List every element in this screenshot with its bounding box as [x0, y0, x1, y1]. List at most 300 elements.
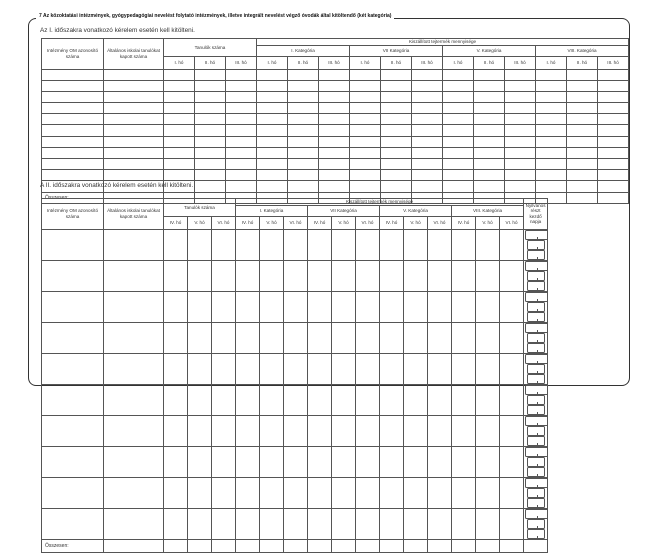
input-cell[interactable] — [288, 80, 319, 91]
input-cell[interactable] — [443, 91, 474, 102]
input-cell[interactable] — [164, 539, 188, 552]
input-cell[interactable] — [404, 508, 428, 539]
input-cell[interactable] — [443, 114, 474, 125]
input-cell[interactable] — [188, 539, 212, 552]
input-cell[interactable] — [260, 229, 284, 260]
input-cell[interactable] — [474, 147, 505, 158]
input-cell[interactable] — [452, 539, 476, 552]
input-cell[interactable] — [598, 69, 629, 80]
input-cell[interactable] — [284, 446, 308, 477]
input-cell[interactable] — [236, 446, 260, 477]
input-cell[interactable] — [536, 136, 567, 147]
input-cell[interactable] — [308, 477, 332, 508]
input-cell[interactable] — [598, 170, 629, 181]
input-cell[interactable] — [260, 446, 284, 477]
input-cell[interactable] — [319, 147, 350, 158]
input-cell[interactable] — [288, 136, 319, 147]
input-cell[interactable] — [257, 159, 288, 170]
input-cell[interactable] — [381, 91, 412, 102]
input-cell[interactable] — [308, 539, 332, 552]
input-cell[interactable] — [536, 114, 567, 125]
input-cell[interactable] — [42, 353, 104, 384]
input-cell[interactable] — [536, 170, 567, 181]
input-cell[interactable] — [536, 147, 567, 158]
input-cell[interactable] — [195, 80, 226, 91]
input-cell[interactable] — [319, 91, 350, 102]
input-cell[interactable] — [42, 147, 104, 158]
input-cell[interactable] — [505, 170, 536, 181]
input-cell[interactable] — [284, 477, 308, 508]
input-cell[interactable] — [104, 114, 164, 125]
input-cell[interactable] — [404, 477, 428, 508]
input-cell[interactable] — [308, 353, 332, 384]
input-cell[interactable] — [598, 114, 629, 125]
input-cell[interactable] — [443, 159, 474, 170]
input-cell[interactable] — [476, 446, 500, 477]
input-cell[interactable] — [356, 539, 380, 552]
date-digit-box[interactable] — [527, 498, 545, 508]
date-digit-box[interactable] — [527, 343, 545, 353]
input-cell[interactable] — [308, 508, 332, 539]
input-cell[interactable] — [260, 260, 284, 291]
input-cell[interactable] — [381, 147, 412, 158]
input-cell[interactable] — [452, 446, 476, 477]
input-cell[interactable] — [260, 322, 284, 353]
date-input-cell[interactable] — [524, 229, 548, 260]
input-cell[interactable] — [195, 181, 226, 192]
date-digit-box[interactable] — [527, 250, 545, 260]
input-cell[interactable] — [452, 477, 476, 508]
input-cell[interactable] — [212, 322, 236, 353]
date-digit-box[interactable] — [527, 457, 545, 467]
input-cell[interactable] — [104, 147, 164, 158]
input-cell[interactable] — [332, 446, 356, 477]
input-cell[interactable] — [42, 114, 104, 125]
input-cell[interactable] — [332, 291, 356, 322]
input-cell[interactable] — [236, 539, 260, 552]
date-digit-box[interactable] — [527, 312, 545, 322]
input-cell[interactable] — [104, 322, 164, 353]
input-cell[interactable] — [567, 80, 598, 91]
input-cell[interactable] — [257, 125, 288, 136]
input-cell[interactable] — [284, 229, 308, 260]
input-cell[interactable] — [428, 539, 452, 552]
input-cell[interactable] — [350, 125, 381, 136]
input-cell[interactable] — [319, 114, 350, 125]
date-digit-box[interactable] — [527, 405, 545, 415]
input-cell[interactable] — [284, 322, 308, 353]
date-digit-box[interactable] — [527, 240, 545, 250]
input-cell[interactable] — [443, 69, 474, 80]
input-cell[interactable] — [257, 170, 288, 181]
input-cell[interactable] — [476, 353, 500, 384]
input-cell[interactable] — [443, 136, 474, 147]
input-cell[interactable] — [356, 353, 380, 384]
input-cell[interactable] — [104, 291, 164, 322]
input-cell[interactable] — [195, 103, 226, 114]
input-cell[interactable] — [474, 181, 505, 192]
input-cell[interactable] — [380, 291, 404, 322]
input-cell[interactable] — [404, 291, 428, 322]
input-cell[interactable] — [567, 147, 598, 158]
input-cell[interactable] — [188, 229, 212, 260]
input-cell[interactable] — [188, 477, 212, 508]
date-digit-box[interactable] — [525, 261, 548, 271]
input-cell[interactable] — [188, 291, 212, 322]
input-cell[interactable] — [505, 125, 536, 136]
date-digit-box[interactable] — [525, 509, 548, 519]
input-cell[interactable] — [288, 114, 319, 125]
date-digit-box[interactable] — [525, 385, 548, 395]
input-cell[interactable] — [404, 415, 428, 446]
input-cell[interactable] — [319, 136, 350, 147]
input-cell[interactable] — [536, 69, 567, 80]
input-cell[interactable] — [350, 69, 381, 80]
input-cell[interactable] — [474, 125, 505, 136]
input-cell[interactable] — [505, 136, 536, 147]
input-cell[interactable] — [505, 69, 536, 80]
input-cell[interactable] — [380, 446, 404, 477]
input-cell[interactable] — [257, 114, 288, 125]
input-cell[interactable] — [350, 170, 381, 181]
input-cell[interactable] — [195, 114, 226, 125]
input-cell[interactable] — [443, 125, 474, 136]
input-cell[interactable] — [474, 114, 505, 125]
input-cell[interactable] — [567, 114, 598, 125]
input-cell[interactable] — [257, 69, 288, 80]
input-cell[interactable] — [412, 147, 443, 158]
input-cell[interactable] — [104, 125, 164, 136]
input-cell[interactable] — [42, 477, 104, 508]
input-cell[interactable] — [257, 181, 288, 192]
input-cell[interactable] — [443, 170, 474, 181]
input-cell[interactable] — [443, 103, 474, 114]
input-cell[interactable] — [536, 125, 567, 136]
input-cell[interactable] — [288, 69, 319, 80]
input-cell[interactable] — [476, 260, 500, 291]
input-cell[interactable] — [412, 69, 443, 80]
input-cell[interactable] — [212, 415, 236, 446]
input-cell[interactable] — [332, 508, 356, 539]
input-cell[interactable] — [505, 181, 536, 192]
input-cell[interactable] — [260, 539, 284, 552]
date-digit-box[interactable] — [527, 333, 545, 343]
input-cell[interactable] — [567, 170, 598, 181]
input-cell[interactable] — [288, 91, 319, 102]
input-cell[interactable] — [474, 103, 505, 114]
input-cell[interactable] — [380, 229, 404, 260]
input-cell[interactable] — [505, 103, 536, 114]
input-cell[interactable] — [164, 103, 195, 114]
input-cell[interactable] — [257, 91, 288, 102]
input-cell[interactable] — [412, 91, 443, 102]
input-cell[interactable] — [380, 477, 404, 508]
input-cell[interactable] — [505, 114, 536, 125]
input-cell[interactable] — [443, 181, 474, 192]
input-cell[interactable] — [195, 170, 226, 181]
input-cell[interactable] — [474, 80, 505, 91]
date-digit-box[interactable] — [525, 447, 548, 457]
input-cell[interactable] — [567, 125, 598, 136]
input-cell[interactable] — [42, 136, 104, 147]
input-cell[interactable] — [381, 170, 412, 181]
input-cell[interactable] — [226, 103, 257, 114]
date-input-cell[interactable] — [524, 477, 548, 508]
input-cell[interactable] — [428, 508, 452, 539]
input-cell[interactable] — [104, 229, 164, 260]
input-cell[interactable] — [42, 91, 104, 102]
input-cell[interactable] — [42, 103, 104, 114]
input-cell[interactable] — [381, 103, 412, 114]
input-cell[interactable] — [104, 446, 164, 477]
input-cell[interactable] — [356, 229, 380, 260]
input-cell[interactable] — [598, 125, 629, 136]
input-cell[interactable] — [236, 291, 260, 322]
input-cell[interactable] — [42, 159, 104, 170]
input-cell[interactable] — [226, 159, 257, 170]
input-cell[interactable] — [567, 136, 598, 147]
input-cell[interactable] — [284, 539, 308, 552]
input-cell[interactable] — [226, 147, 257, 158]
input-cell[interactable] — [474, 91, 505, 102]
input-cell[interactable] — [236, 477, 260, 508]
date-input-cell[interactable] — [524, 415, 548, 446]
input-cell[interactable] — [500, 508, 524, 539]
input-cell[interactable] — [164, 229, 188, 260]
input-cell[interactable] — [257, 136, 288, 147]
input-cell[interactable] — [284, 291, 308, 322]
input-cell[interactable] — [226, 181, 257, 192]
input-cell[interactable] — [188, 260, 212, 291]
date-digit-box[interactable] — [527, 436, 545, 446]
input-cell[interactable] — [500, 291, 524, 322]
input-cell[interactable] — [380, 508, 404, 539]
input-cell[interactable] — [381, 159, 412, 170]
input-cell[interactable] — [42, 446, 104, 477]
input-cell[interactable] — [226, 91, 257, 102]
date-input-cell[interactable] — [524, 539, 548, 552]
input-cell[interactable] — [42, 322, 104, 353]
input-cell[interactable] — [236, 353, 260, 384]
input-cell[interactable] — [308, 446, 332, 477]
input-cell[interactable] — [42, 125, 104, 136]
input-cell[interactable] — [598, 147, 629, 158]
input-cell[interactable] — [195, 147, 226, 158]
input-cell[interactable] — [350, 114, 381, 125]
input-cell[interactable] — [42, 291, 104, 322]
input-cell[interactable] — [164, 136, 195, 147]
input-cell[interactable] — [350, 181, 381, 192]
input-cell[interactable] — [319, 159, 350, 170]
input-cell[interactable] — [164, 508, 188, 539]
input-cell[interactable] — [236, 260, 260, 291]
input-cell[interactable] — [42, 415, 104, 446]
input-cell[interactable] — [164, 170, 195, 181]
input-cell[interactable] — [476, 291, 500, 322]
input-cell[interactable] — [104, 170, 164, 181]
input-cell[interactable] — [350, 147, 381, 158]
input-cell[interactable] — [428, 260, 452, 291]
date-digit-box[interactable] — [527, 467, 545, 477]
input-cell[interactable] — [212, 229, 236, 260]
input-cell[interactable] — [188, 446, 212, 477]
input-cell[interactable] — [332, 229, 356, 260]
input-cell[interactable] — [284, 415, 308, 446]
input-cell[interactable] — [500, 539, 524, 552]
input-cell[interactable] — [188, 415, 212, 446]
input-cell[interactable] — [257, 80, 288, 91]
input-cell[interactable] — [412, 114, 443, 125]
input-cell[interactable] — [164, 114, 195, 125]
input-cell[interactable] — [288, 147, 319, 158]
input-cell[interactable] — [536, 181, 567, 192]
input-cell[interactable] — [380, 322, 404, 353]
input-cell[interactable] — [412, 136, 443, 147]
input-cell[interactable] — [319, 69, 350, 80]
input-cell[interactable] — [164, 125, 195, 136]
input-cell[interactable] — [104, 136, 164, 147]
date-digit-box[interactable] — [527, 302, 545, 312]
input-cell[interactable] — [42, 80, 104, 91]
input-cell[interactable] — [104, 260, 164, 291]
input-cell[interactable] — [381, 125, 412, 136]
input-cell[interactable] — [350, 136, 381, 147]
input-cell[interactable] — [164, 69, 195, 80]
input-cell[interactable] — [164, 80, 195, 91]
input-cell[interactable] — [284, 353, 308, 384]
date-digit-box[interactable] — [525, 292, 548, 302]
input-cell[interactable] — [356, 446, 380, 477]
input-cell[interactable] — [104, 91, 164, 102]
input-cell[interactable] — [319, 170, 350, 181]
input-cell[interactable] — [195, 69, 226, 80]
input-cell[interactable] — [195, 159, 226, 170]
input-cell[interactable] — [412, 170, 443, 181]
input-cell[interactable] — [598, 136, 629, 147]
input-cell[interactable] — [380, 415, 404, 446]
date-input-cell[interactable] — [524, 353, 548, 384]
input-cell[interactable] — [428, 291, 452, 322]
input-cell[interactable] — [284, 508, 308, 539]
input-cell[interactable] — [474, 136, 505, 147]
input-cell[interactable] — [332, 539, 356, 552]
input-cell[interactable] — [104, 415, 164, 446]
input-cell[interactable] — [260, 353, 284, 384]
input-cell[interactable] — [308, 415, 332, 446]
input-cell[interactable] — [236, 508, 260, 539]
input-cell[interactable] — [404, 260, 428, 291]
input-cell[interactable] — [350, 103, 381, 114]
input-cell[interactable] — [428, 477, 452, 508]
date-digit-box[interactable] — [527, 271, 545, 281]
input-cell[interactable] — [404, 322, 428, 353]
input-cell[interactable] — [428, 415, 452, 446]
input-cell[interactable] — [476, 322, 500, 353]
date-digit-box[interactable] — [527, 488, 545, 498]
input-cell[interactable] — [452, 229, 476, 260]
input-cell[interactable] — [42, 229, 104, 260]
date-digit-box[interactable] — [525, 323, 548, 333]
input-cell[interactable] — [536, 80, 567, 91]
input-cell[interactable] — [104, 159, 164, 170]
input-cell[interactable] — [412, 159, 443, 170]
input-cell[interactable] — [536, 159, 567, 170]
input-cell[interactable] — [226, 80, 257, 91]
input-cell[interactable] — [284, 260, 308, 291]
input-cell[interactable] — [332, 477, 356, 508]
date-digit-box[interactable] — [527, 281, 545, 291]
input-cell[interactable] — [505, 159, 536, 170]
input-cell[interactable] — [474, 159, 505, 170]
input-cell[interactable] — [42, 69, 104, 80]
input-cell[interactable] — [104, 80, 164, 91]
input-cell[interactable] — [428, 353, 452, 384]
input-cell[interactable] — [319, 125, 350, 136]
input-cell[interactable] — [567, 103, 598, 114]
input-cell[interactable] — [381, 69, 412, 80]
input-cell[interactable] — [164, 415, 188, 446]
input-cell[interactable] — [260, 415, 284, 446]
input-cell[interactable] — [212, 446, 236, 477]
input-cell[interactable] — [598, 181, 629, 192]
input-cell[interactable] — [598, 91, 629, 102]
input-cell[interactable] — [567, 69, 598, 80]
input-cell[interactable] — [104, 477, 164, 508]
input-cell[interactable] — [104, 69, 164, 80]
input-cell[interactable] — [476, 477, 500, 508]
input-cell[interactable] — [412, 103, 443, 114]
input-cell[interactable] — [308, 322, 332, 353]
input-cell[interactable] — [42, 170, 104, 181]
input-cell[interactable] — [476, 508, 500, 539]
input-cell[interactable] — [380, 539, 404, 552]
input-cell[interactable] — [260, 477, 284, 508]
input-cell[interactable] — [288, 159, 319, 170]
input-cell[interactable] — [260, 508, 284, 539]
input-cell[interactable] — [104, 103, 164, 114]
input-cell[interactable] — [332, 353, 356, 384]
input-cell[interactable] — [226, 114, 257, 125]
input-cell[interactable] — [226, 69, 257, 80]
input-cell[interactable] — [195, 125, 226, 136]
input-cell[interactable] — [476, 229, 500, 260]
input-cell[interactable] — [212, 539, 236, 552]
input-cell[interactable] — [188, 322, 212, 353]
input-cell[interactable] — [319, 80, 350, 91]
input-cell[interactable] — [452, 353, 476, 384]
input-cell[interactable] — [212, 260, 236, 291]
input-cell[interactable] — [288, 103, 319, 114]
input-cell[interactable] — [500, 260, 524, 291]
input-cell[interactable] — [356, 415, 380, 446]
input-cell[interactable] — [164, 353, 188, 384]
input-cell[interactable] — [505, 147, 536, 158]
input-cell[interactable] — [164, 322, 188, 353]
input-cell[interactable] — [308, 229, 332, 260]
input-cell[interactable] — [500, 446, 524, 477]
input-cell[interactable] — [164, 91, 195, 102]
input-cell[interactable] — [598, 103, 629, 114]
input-cell[interactable] — [404, 353, 428, 384]
input-cell[interactable] — [104, 539, 164, 552]
input-cell[interactable] — [356, 477, 380, 508]
input-cell[interactable] — [350, 159, 381, 170]
input-cell[interactable] — [452, 322, 476, 353]
input-cell[interactable] — [308, 260, 332, 291]
date-input-cell[interactable] — [524, 322, 548, 353]
input-cell[interactable] — [164, 159, 195, 170]
date-digit-box[interactable] — [525, 478, 548, 488]
